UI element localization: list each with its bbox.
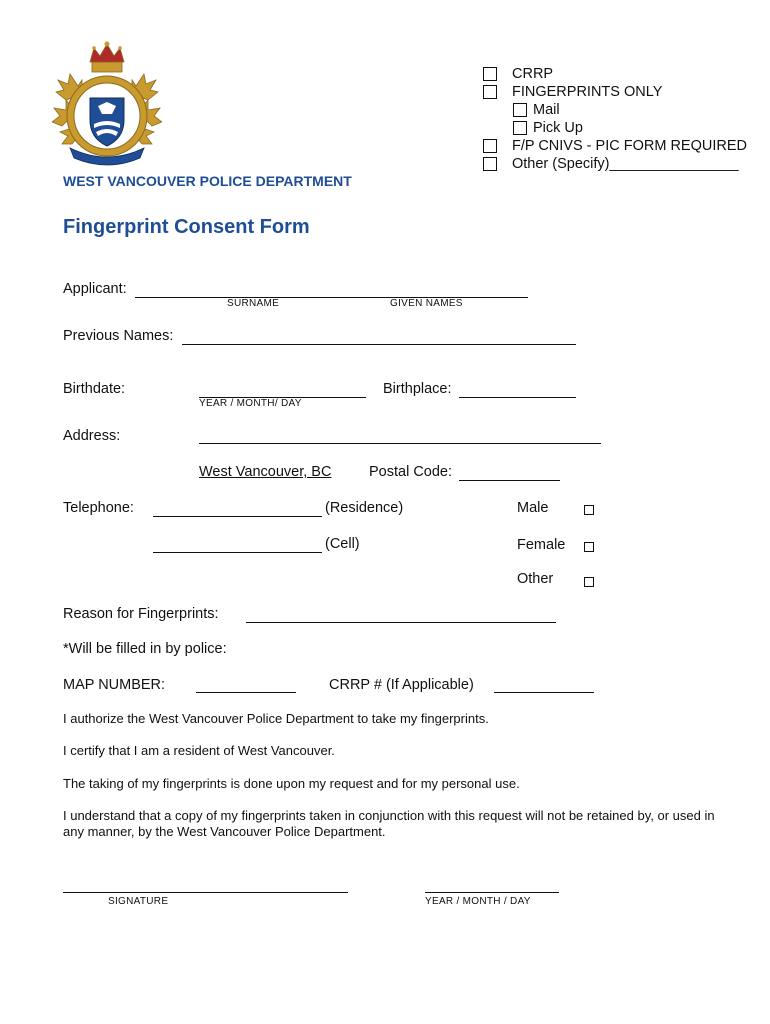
- postal-code-label: Postal Code:: [369, 464, 453, 480]
- previous-names-label: Previous Names:: [63, 328, 174, 344]
- reason-label: Reason for Fingerprints:: [63, 606, 219, 622]
- telephone-label: Telephone:: [63, 500, 134, 516]
- postal-code-field[interactable]: [459, 480, 560, 481]
- crrp-number-label: CRRP # (If Applicable): [329, 677, 474, 693]
- signature-date-field[interactable]: [425, 892, 559, 893]
- statement-personal-use: The taking of my fingerprints is done upon my request and for my personal use.: [63, 776, 520, 791]
- department-name: WEST VANCOUVER POLICE DEPARTMENT: [63, 173, 352, 189]
- map-number-field[interactable]: [196, 692, 296, 693]
- police-note: *Will be filled in by police:: [63, 641, 227, 657]
- signature-field[interactable]: [63, 892, 348, 893]
- department-crest-logo: [52, 40, 162, 166]
- male-checkbox[interactable]: [584, 505, 594, 515]
- previous-names-field[interactable]: [182, 344, 576, 345]
- crrp-label: CRRP: [512, 66, 554, 82]
- birthplace-label: Birthplace:: [383, 381, 452, 397]
- given-names-caption: GIVEN NAMES: [390, 298, 463, 309]
- statement-retention: I understand that a copy of my fingerprints taken in conjunction with this request will not be retained by, or used in any manner, by the West Vancouver Police Department.: [63, 808, 715, 839]
- pick-up-label: Pick Up: [533, 120, 583, 136]
- crrp-number-field[interactable]: [494, 692, 594, 693]
- statement-authorize: I authorize the West Vancouver Police Department to take my fingerprints.: [63, 711, 489, 726]
- page-title: Fingerprint Consent Form: [63, 216, 310, 238]
- address-field[interactable]: [199, 443, 601, 444]
- birthdate-label: Birthdate:: [63, 381, 126, 397]
- signature-caption: SIGNATURE: [108, 896, 169, 907]
- signature-date-caption: YEAR / MONTH / DAY: [425, 896, 531, 907]
- birthplace-field[interactable]: [459, 397, 576, 398]
- cell-phone-field[interactable]: [153, 552, 322, 553]
- male-label: Male: [517, 500, 549, 516]
- female-checkbox[interactable]: [584, 542, 594, 552]
- residence-phone-field[interactable]: [153, 516, 322, 517]
- statement-resident: I certify that I am a resident of West Vancouver.: [63, 743, 335, 758]
- other-gender-checkbox[interactable]: [584, 577, 594, 587]
- birthdate-caption: YEAR / MONTH/ DAY: [199, 398, 302, 409]
- other-specify-label: Other (Specify)________________: [512, 156, 739, 172]
- residence-label: (Residence): [325, 500, 404, 516]
- other-gender-label: Other: [517, 571, 554, 587]
- cell-label: (Cell): [325, 536, 360, 552]
- crrp-checkbox[interactable]: [483, 67, 497, 81]
- mail-checkbox[interactable]: [513, 103, 527, 117]
- city-value: West Vancouver, BC: [199, 464, 332, 480]
- female-label: Female: [517, 537, 566, 553]
- address-label: Address:: [63, 428, 121, 444]
- map-number-label: MAP NUMBER:: [63, 677, 166, 693]
- pick-up-checkbox[interactable]: [513, 121, 527, 135]
- reason-field[interactable]: [246, 622, 556, 623]
- fingerprints-only-checkbox[interactable]: [483, 85, 497, 99]
- fingerprints-only-label: FINGERPRINTS ONLY: [512, 84, 663, 100]
- fp-cnivs-label: F/P CNIVS - PIC FORM REQUIRED: [512, 138, 747, 154]
- other-specify-checkbox[interactable]: [483, 157, 497, 171]
- surname-caption: SURNAME: [227, 298, 280, 309]
- mail-label: Mail: [533, 102, 560, 118]
- fp-cnivs-checkbox[interactable]: [483, 139, 497, 153]
- applicant-label: Applicant:: [63, 281, 127, 297]
